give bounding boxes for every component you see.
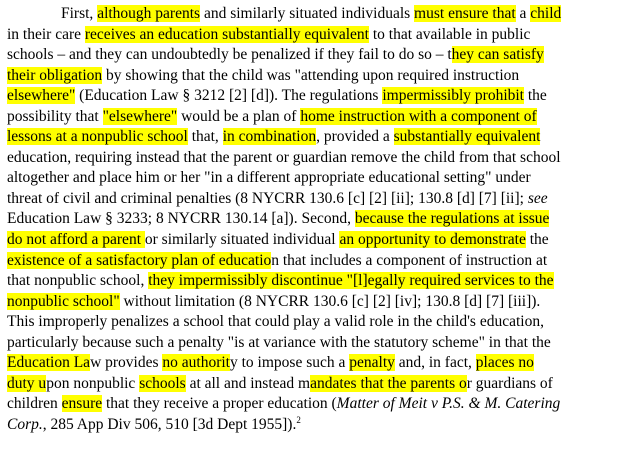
highlighted-text: Education La xyxy=(7,354,91,372)
text-segment: and similarly situated individuals xyxy=(200,5,415,22)
text-segment: altogether and place him or her "in a different appropriate educational setting" under xyxy=(7,169,531,187)
text-line xyxy=(7,415,633,436)
highlighted-text: places no xyxy=(475,354,534,372)
highlighted-text: "elsewhere" xyxy=(102,107,178,125)
highlighted-text: do not afford a parent xyxy=(7,231,145,249)
text-segment: without limitation (8 NYCRR 130.6 [c] [2] [iv]; 130.8 [d] [7] [iii]). xyxy=(119,292,541,310)
highlighted-text: nonpublic school" xyxy=(7,292,120,310)
text-segment: First, xyxy=(61,5,98,22)
highlighted-text: existence of a satisfactory plan of educatio xyxy=(7,251,272,269)
text-line xyxy=(7,312,633,333)
italic-text: Corp. xyxy=(7,415,43,433)
highlighted-text: an opportunity to demonstrate xyxy=(339,231,526,249)
text-segment: would be a plan of xyxy=(177,107,301,125)
highlighted-text: ensure xyxy=(61,395,103,413)
legal-opinion-paragraph xyxy=(7,4,633,435)
text-line xyxy=(7,127,633,148)
text-segment: that nonpublic school, xyxy=(7,272,149,290)
text-line xyxy=(7,394,633,415)
text-line xyxy=(7,251,633,272)
text-segment: , 285 App Div 506, 510 [3d Dept 1955]). xyxy=(42,415,297,433)
italic-text: Matter of Meit v P.S. & M. Catering xyxy=(336,395,561,413)
text-segment: , provided a xyxy=(316,128,394,146)
text-line xyxy=(7,230,633,251)
text-segment: that, xyxy=(187,128,223,146)
text-segment: at all and instead m xyxy=(185,374,311,392)
italic-text: see xyxy=(527,189,548,207)
text-segment: schools – and they can undoubtedly be penalized if they fail to do so – t xyxy=(7,46,452,64)
text-line xyxy=(7,209,633,230)
text-segment: or similarly situated individual xyxy=(144,231,340,249)
text-line xyxy=(7,4,633,25)
highlighted-text: elsewhere" xyxy=(7,87,76,105)
text-segment: r guardians of xyxy=(466,374,553,392)
text-line xyxy=(7,333,633,354)
highlighted-text: no authorit xyxy=(162,354,230,372)
text-line xyxy=(7,374,633,395)
text-segment: n that includes a component of instruction at xyxy=(271,251,548,269)
text-segment: education, requiring instead that the parent or guardian remove the child from that school xyxy=(7,148,561,166)
highlighted-text: although parents xyxy=(97,5,201,22)
text-line xyxy=(7,45,633,66)
highlighted-text: in combination xyxy=(222,128,317,146)
text-line xyxy=(7,148,633,169)
highlighted-text: andates that the parents o xyxy=(310,374,467,392)
highlighted-text: receives an education substantially equivalent xyxy=(84,25,369,43)
text-segment: that they receive a proper education ( xyxy=(102,395,337,413)
highlighted-text: schools xyxy=(139,374,186,392)
text-line xyxy=(7,107,633,128)
text-line xyxy=(7,86,633,107)
text-segment: the xyxy=(524,87,547,105)
text-line xyxy=(7,353,633,374)
text-segment: by showing that the child was "attending upon required instruction xyxy=(102,66,520,84)
footnote-marker: 2 xyxy=(296,414,301,425)
text-segment: children xyxy=(7,395,62,413)
text-segment: threat of civil and criminal penalties (8 NYCRR 130.6 [c] [2] [ii]; 130.8 [d] [7] [ii]; xyxy=(7,189,528,207)
text-line xyxy=(7,66,633,87)
text-segment: pon nonpublic xyxy=(46,374,140,392)
text-line xyxy=(7,189,633,210)
text-segment: Education Law § 3233; 8 NYCRR 130.14 [a]). Second, xyxy=(7,210,355,228)
highlighted-text: must ensure that xyxy=(414,5,516,22)
highlighted-text: child xyxy=(530,5,562,22)
text-line xyxy=(7,25,633,46)
text-line xyxy=(7,292,633,313)
highlighted-text: substantially equivalent xyxy=(393,128,541,146)
text-segment: possibility that xyxy=(7,107,103,125)
text-segment: a xyxy=(515,5,531,22)
highlighted-text: penalty xyxy=(349,354,395,372)
text-segment: w provides xyxy=(90,354,163,372)
highlighted-text: home instruction with a component of xyxy=(300,107,537,125)
text-segment: (Education Law § 3212 [2] [d]). The regulations xyxy=(75,87,383,105)
text-segment: the xyxy=(525,231,549,249)
text-segment: y to impose such a xyxy=(230,354,350,372)
highlighted-text: duty u xyxy=(7,374,47,392)
text-segment: to that available in public xyxy=(368,25,531,43)
highlighted-text: impermissibly prohibit xyxy=(382,87,524,105)
text-line xyxy=(7,271,633,292)
text-segment: particularly because such a penalty "is at variance with the statutory scheme" in that the xyxy=(7,333,551,351)
highlighted-text: hey can satisfy xyxy=(451,46,544,64)
highlighted-text: their obligation xyxy=(7,66,103,84)
text-segment: in their care xyxy=(7,25,85,43)
highlighted-text: because the regulations at issue xyxy=(354,210,550,228)
text-line xyxy=(7,168,633,189)
text-segment: and, in fact, xyxy=(394,354,476,372)
highlighted-text: lessons at a nonpublic school xyxy=(7,128,188,146)
text-segment: This improperly penalizes a school that could play a valid role in the child's education, xyxy=(7,313,544,331)
highlighted-text: they impermissibly discontinue "[l]egally required services to the xyxy=(148,272,554,290)
